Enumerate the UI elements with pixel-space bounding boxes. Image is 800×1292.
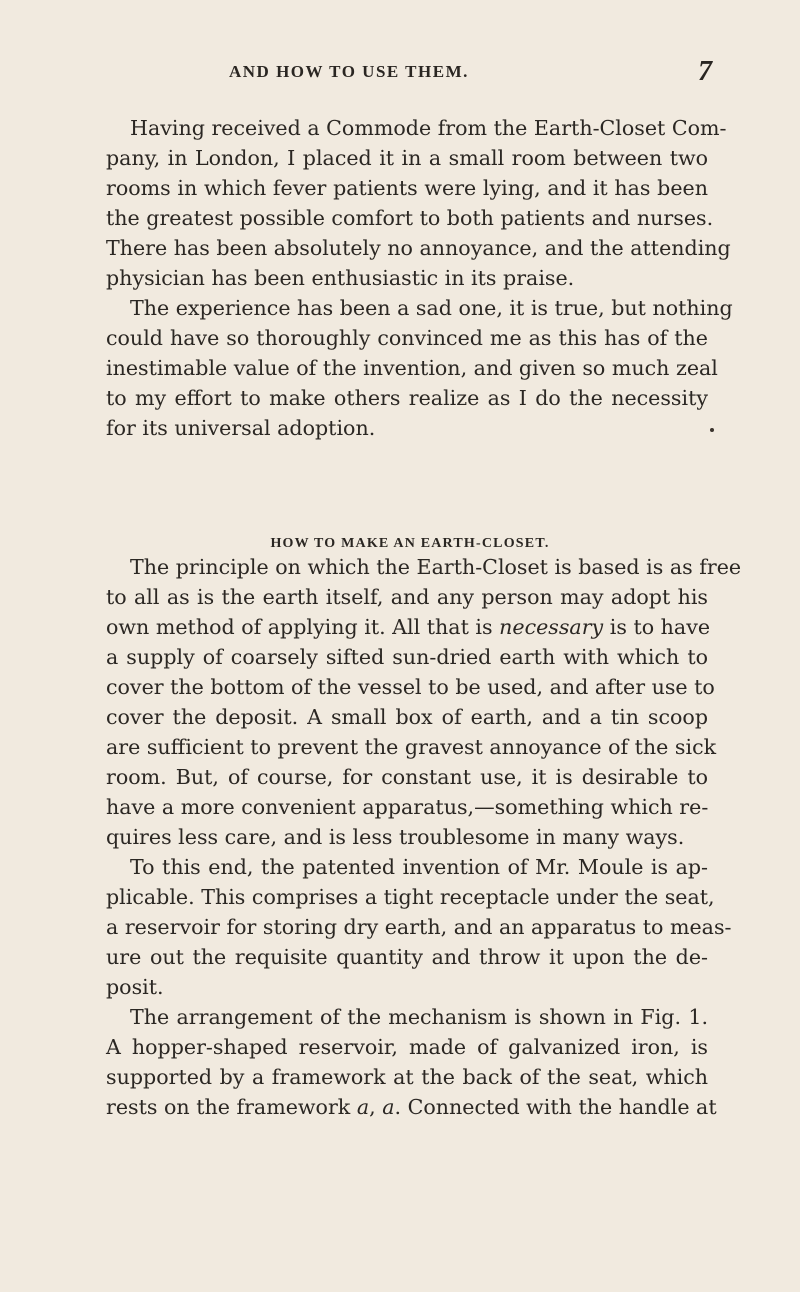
- emphasis-suffix: is to have: [603, 615, 711, 639]
- paragraph-5-line: A hopper-shaped reservoir, made of galvanized iron, is: [106, 1035, 708, 1059]
- section-heading-text: HOW TO MAKE AN EARTH-CLOSET.: [270, 536, 550, 551]
- text-block-upper: [106, 113, 733, 443]
- emphasis-word: necessary: [499, 615, 604, 639]
- paragraph-1-line: Having received a Commode from the Earth-Closet Com-: [130, 116, 727, 140]
- paragraph-3-line: quires less care, and is less troublesome in many ways.: [106, 825, 685, 849]
- emphasis-prefix: own method of applying it. All that is: [106, 615, 500, 639]
- paragraph-4-line: a reservoir for storing dry earth, and an apparatus to meas-: [106, 915, 732, 939]
- paragraph-3-emphasis-line: [106, 612, 711, 642]
- paragraph-3-line: are sufficient to prevent the gravest annoyance of the sick: [106, 735, 717, 759]
- paragraph-1-line: rooms in which fever patients were lying, and it has been: [106, 176, 708, 200]
- paragraph-5-last-line: [106, 1092, 717, 1122]
- text-block-lower: [106, 552, 742, 1122]
- last-line-suffix: . Connected with the handle at: [394, 1095, 717, 1119]
- paragraph-2-line: inestimable value of the invention, and given so much zeal: [106, 356, 718, 380]
- paragraph-1-line: There has been absolutely no annoyance, and the attending: [106, 236, 731, 260]
- paragraph-3-line: a supply of coarsely sifted sun-dried earth with which to: [106, 645, 708, 669]
- paragraph-4-line: plicable. This comprises a tight receptacle under the seat,: [106, 885, 715, 909]
- running-head: [0, 56, 800, 86]
- paragraph-4-line: ure out the requisite quantity and throw it upon the de-: [106, 945, 708, 969]
- paragraph-1-line: pany, in London, I placed it in a small room between two: [106, 146, 708, 170]
- last-line-prefix: rests on the framework: [106, 1095, 357, 1119]
- paragraph-1-line: physician has been enthusiastic in its praise.: [106, 266, 575, 290]
- paragraph-1-line: the greatest possible comfort to both patients and nurses.: [106, 206, 714, 230]
- paragraph-3-line: have a more convenient apparatus,—something which re-: [106, 795, 709, 819]
- figure-letter: a: [356, 1095, 370, 1119]
- paragraph-2-line: to my effort to make others realize as I do the necessity: [106, 386, 708, 410]
- page-number: 7: [698, 56, 712, 87]
- paragraph-5-line: The arrangement of the mechanism is shown in Fig. 1.: [130, 1005, 708, 1029]
- paragraph-2-line: for its universal adoption.: [106, 416, 376, 440]
- paragraph-3-line: room. But, of course, for constant use, it is desirable to: [106, 765, 708, 789]
- paragraph-3-line: The principle on which the Earth-Closet is based is as free: [130, 555, 742, 579]
- paragraph-2-line: could have so thoroughly convinced me as this has of the: [106, 326, 708, 350]
- paragraph-4-line: posit.: [106, 975, 164, 999]
- paper-speck: [710, 428, 714, 432]
- running-title: AND HOW TO USE THEM.: [229, 62, 469, 81]
- section-heading: [0, 536, 800, 552]
- paragraph-3-line: cover the bottom of the vessel to be used, and after use to: [106, 675, 715, 699]
- paragraph-4-line: To this end, the patented invention of Mr. Moule is ap-: [130, 855, 708, 879]
- last-line-mid: ,: [369, 1095, 383, 1119]
- paragraph-2-line: The experience has been a sad one, it is true, but nothing: [130, 296, 733, 320]
- paragraph-5-line: supported by a framework at the back of the seat, which: [106, 1065, 708, 1089]
- figure-letter: a: [382, 1095, 395, 1119]
- paragraph-3-line: cover the deposit. A small box of earth, and a tin scoop: [106, 705, 708, 729]
- paragraph-3-line: to all as is the earth itself, and any person may adopt his: [106, 585, 708, 609]
